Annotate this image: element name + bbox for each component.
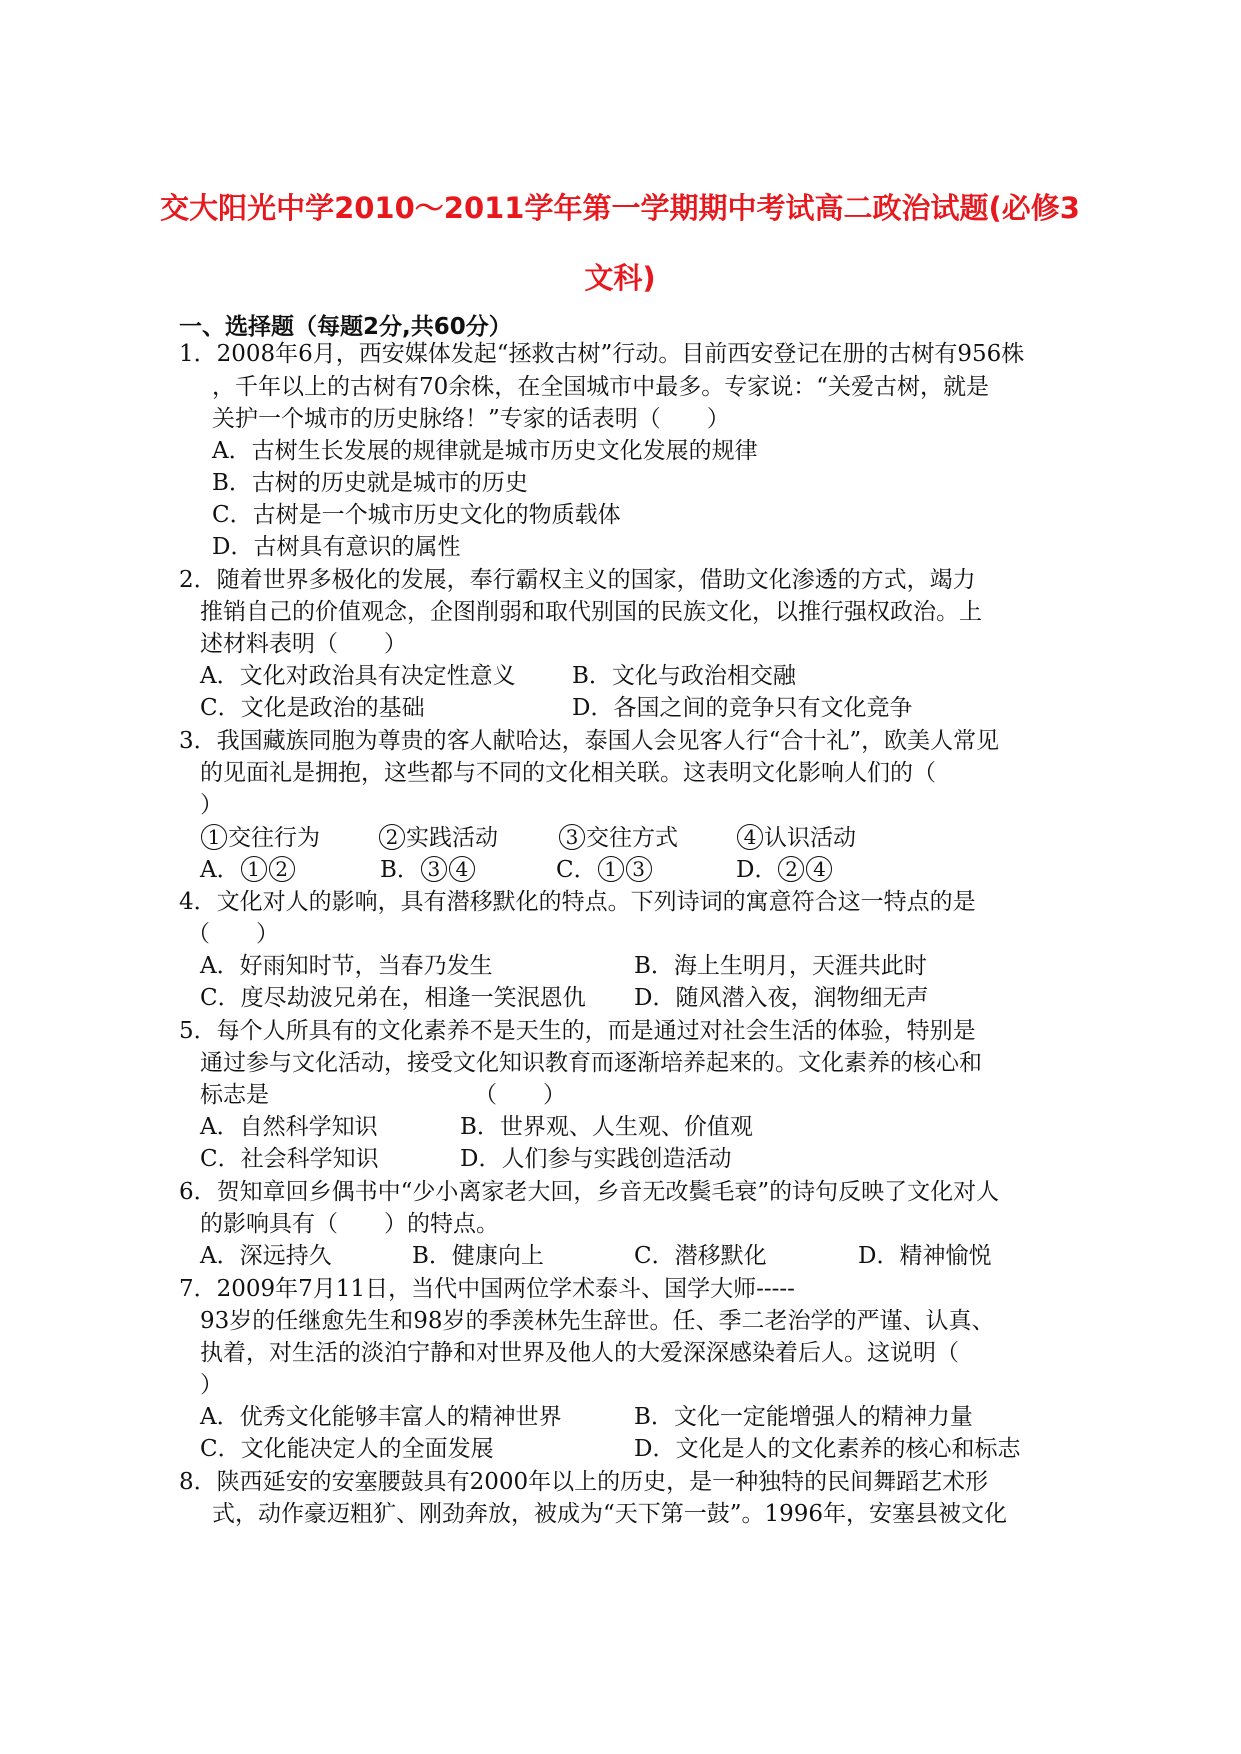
q4-option-d: D．随风潜入夜，润物细无声 <box>634 985 929 1011</box>
option-label: A． <box>200 857 240 883</box>
circled-number: 2 <box>379 824 405 850</box>
q2-option-d: D．各国之间的竞争只有文化竞争 <box>572 695 913 721</box>
q3-stem-line2: 的见面礼是拥抱，这些都与不同的文化相关联。这表明文化影响人们的（ <box>200 760 936 786</box>
q2-option-c: C．文化是政治的基础 <box>200 695 425 721</box>
q3-stem-line3: ） <box>200 792 223 818</box>
q6-stem-line1: 6．贺知章回乡偶书中“少小离家老大回，乡音无改鬓毛衰”的诗句反映了文化对人 <box>179 1179 1000 1205</box>
q3-option-b <box>380 854 476 886</box>
q5-option-a: A．自然科学知识 <box>200 1114 378 1140</box>
q5-option-d: D．人们参与实践创造活动 <box>460 1146 732 1172</box>
q6-option-d: D．精神愉悦 <box>858 1243 992 1269</box>
q4-option-c: C．度尽劫波兄弟在，相逢一笑泯恩仇 <box>200 985 586 1011</box>
option-label: B． <box>380 857 420 883</box>
q4-option-b: B．海上生明月，天涯共此时 <box>634 953 927 979</box>
circled-number: 3 <box>421 856 447 882</box>
q3-stem-line1: 3．我国藏族同胞为尊贵的客人献哈达，泰国人会见客人行“合十礼”，欧美人常见 <box>179 728 1000 754</box>
option-label: C． <box>556 857 597 883</box>
circled-number: 4 <box>806 856 832 882</box>
q4-stem-line2: （ ） <box>187 921 279 947</box>
circled-number: 3 <box>626 856 652 882</box>
q7-option-b: B．文化一定能增强人的精神力量 <box>634 1404 973 1430</box>
circled-number: 4 <box>449 856 475 882</box>
circled-number: 2 <box>269 856 295 882</box>
q3-item-text: 交往行为 <box>228 825 320 851</box>
q3-option-c <box>556 854 653 886</box>
q1-option-d: D．古树具有意识的属性 <box>212 534 461 560</box>
q7-stem-line3: 执着，对生活的淡泊宁静和对世界及他人的大爱深深感染着后人。这说明（ <box>200 1340 959 1366</box>
q6-option-c: C．潜移默化 <box>634 1243 767 1269</box>
circled-number: 1 <box>598 856 624 882</box>
q7-stem-line2: 93岁的任继愈先生和98岁的季羡林先生辞世。任、季二老治学的严谨、认真、 <box>200 1308 995 1334</box>
circled-number: 3 <box>559 824 585 850</box>
q3-item-4 <box>736 822 856 854</box>
q6-option-a: A．深远持久 <box>200 1243 332 1269</box>
q3-item-text: 交往方式 <box>586 825 678 851</box>
q2-stem-line1: 2．随着世界多极化的发展，奉行霸权主义的国家，借助文化渗透的方式，竭力 <box>179 567 976 593</box>
circled-number: 1 <box>241 856 267 882</box>
q5-stem-line2: 通过参与文化活动，接受文化知识教育而逐渐培养起来的。文化素养的核心和 <box>200 1050 982 1076</box>
q1-option-c: C．古树是一个城市历史文化的物质载体 <box>212 502 621 528</box>
q7-stem-line1: 7．2009年7月11日，当代中国两位学术泰斗、国学大师----- <box>179 1276 795 1302</box>
section-heading: 一、选择题（每题2分,共60分） <box>179 314 512 340</box>
q3-option-a <box>200 854 296 886</box>
q3-item-3 <box>558 822 678 854</box>
q1-stem-line2: ，千年以上的古树有70余株，在全国城市中最多。专家说：“关爱古树，就是 <box>212 374 990 400</box>
q2-option-b: B．文化与政治相交融 <box>572 663 796 689</box>
q8-stem-line1: 8．陕西延安的安塞腰鼓具有2000年以上的历史，是一种独特的民间舞蹈艺术形 <box>179 1469 989 1495</box>
q4-option-a: A．好雨知时节，当春乃发生 <box>200 953 493 979</box>
circled-number: 1 <box>201 824 227 850</box>
exam-title-line1: 交大阳光中学2010～2011学年第一学期期中考试高二政治试题(必修3 <box>160 191 1080 225</box>
q1-option-a: A．古树生长发展的规律就是城市历史文化发展的规律 <box>212 438 758 464</box>
q2-stem-line2: 推销自己的价值观念，企图削弱和取代别国的民族文化，以推行强权政治。上 <box>200 599 982 625</box>
q1-stem-line1: 1．2008年6月，西安媒体发起“拯救古树”行动。目前西安登记在册的古树有956株 <box>179 341 1025 367</box>
q2-stem-line3: 述材料表明（ ） <box>200 631 407 657</box>
q5-option-b: B．世界观、人生观、价值观 <box>460 1114 753 1140</box>
circled-number: 2 <box>778 856 804 882</box>
q5-answer-blank: （ ） <box>474 1082 566 1108</box>
q5-option-c: C．社会科学知识 <box>200 1146 379 1172</box>
q5-stem-line1: 5．每个人所具有的文化素养不是天生的，而是通过对社会生活的体验，特别是 <box>179 1018 976 1044</box>
q7-option-c: C．文化能决定人的全面发展 <box>200 1436 494 1462</box>
q1-option-b: B．古树的历史就是城市的历史 <box>212 470 528 496</box>
circled-number: 4 <box>737 824 763 850</box>
q2-option-a: A．文化对政治具有决定性意义 <box>200 663 516 689</box>
q5-stem-line3: 标志是 <box>200 1082 269 1108</box>
q3-item-2 <box>378 822 498 854</box>
q6-option-b: B．健康向上 <box>412 1243 544 1269</box>
q3-option-d <box>736 854 833 886</box>
q6-stem-line2: 的影响具有（ ）的特点。 <box>200 1211 499 1237</box>
q7-option-a: A．优秀文化能够丰富人的精神世界 <box>200 1404 562 1430</box>
option-label: D． <box>736 857 778 883</box>
exam-title-line2: 文科) <box>584 261 656 295</box>
q3-item-1 <box>200 822 320 854</box>
q3-item-text: 实践活动 <box>406 825 498 851</box>
q7-stem-line4: ） <box>200 1372 223 1398</box>
q8-stem-line2: 式，动作豪迈粗犷、刚劲奔放，被成为“天下第一鼓”。1996年，安塞县被文化 <box>212 1501 1008 1527</box>
q4-stem-line1: 4．文化对人的影响，具有潜移默化的特点。下列诗词的寓意符合这一特点的是 <box>179 889 976 915</box>
q3-item-text: 认识活动 <box>764 825 856 851</box>
q1-stem-line3: 关护一个城市的历史脉络！”专家的话表明（ ） <box>212 406 730 432</box>
q7-option-d: D．文化是人的文化素养的核心和标志 <box>634 1436 1021 1462</box>
